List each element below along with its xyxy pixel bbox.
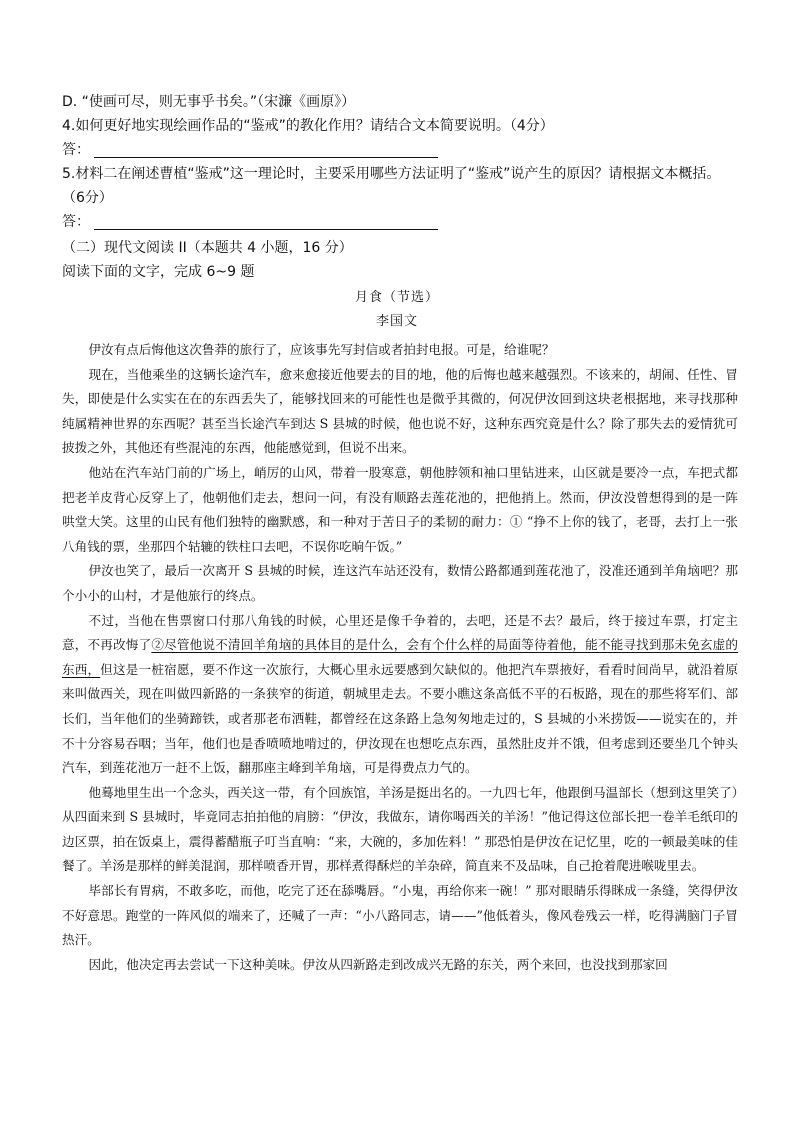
question-4-answer (62, 140, 438, 160)
section-heading: （二）现代文阅读 II（本题共 4 小题，16 分） (62, 240, 353, 256)
paragraph: 毕部长有胃病，不敢多吃，而他，吃完了还在舔嘴唇。“小鬼，再给你来一碗！” 那对眼睛乐得眯成一条缝，笑得伊汝不好意思。跑堂的一阵风似的端来了，还喊了一声：“小八路同志，请——”他低着头，像风卷残云一样，吃得满脑门子冒热汗。 (62, 883, 738, 948)
paragraph: 因此，他决定再去尝试一下这种美味。伊汝从四新路走到改成兴无路的东关，两个来回，也没找到那家回 (88, 956, 668, 972)
paragraph: 他站在汽车站门前的广场上，峭厉的山风，带着一股寒意，朝他脖领和袖口里钻进来，山区就是要冷一点，车把式都把老羊皮背心反穿上了，他朝他们走去，想问一问，有没有顺路去莲花池的，把他捎上。然而，伊汝没曾想得到的是一阵哄堂大笑。这里的山民有他们独特的幽默感，和一种对于苦日子的柔韧的耐力：① “挣不上你的钱了，老哥，去打上一张八角钱的票，坐那四个轱辘的铁柱口去吧，不误你吃晌午饭。” (62, 464, 738, 554)
option-d: D. “使画可尽，则无事乎书矣。”（宋濂《画原》） (62, 94, 356, 110)
question-5-line2: （6分） (62, 190, 113, 206)
article-title: 月食（节选） (354, 290, 439, 305)
underlined-sentence: ②尽管他说不清回羊角垴的具体目的是什么，会有个什么样的局面等待着他，能不能寻找到那未免玄虚的东西， (62, 637, 739, 677)
question-4: 4.如何更好地实现绘画作品的“鉴戒”的教化作用？请结合文本简要说明。（4分） (62, 118, 554, 134)
answer-label: 答： (62, 214, 90, 230)
answer-label: 答： (62, 142, 90, 158)
paragraph: 他蓦地里生出一个念头，西关这一带，有个回族馆，羊汤是挺出名的。一九四七年，他跟倒马温部长（想到这里笑了）从四面来到 S 县城时，毕竟同志拍拍他的肩膀：“伊汝，我做东，请你喝西关的羊汤！”他记得这位部长把一卷羊毛纸印的边区票，拍在饭桌上，震得蓄醋瓶子叮当直响：“来，大碗的，多加佐料！” 那恐怕是伊汝在记忆里，吃的一顿最美味的佳餐了。羊汤是那样的鲜美混润，那样喷香开胃，那样煮得酥烂的羊杂碎，简直来不及品味，自己抢着爬进喉咙里去。 (62, 784, 738, 874)
paragraph-text: 但这是一桩宿愿，要不作这一次旅行，大概心里永远要感到欠缺似的。他把汽车票掖好，看看时间尚早，就沿着原来叫做西关，现在叫做四新路的一条狭窄的街道，朝城里走去。不要小瞧这条高低不平的石板路，现在的那些将军们、部长们，当年他们的坐骑蹄铁，或者那老布洒鞋，都曾经在这条路上急匆匆地走过的，S 县城的小米捞饭——说实在的，并不十分容易吞咽；当年，他们也是香喷喷地啃过的，伊汝现在也想吃点东西，虽然肚皮并不饿，但考虑到还要坐几个钟头汽车，到莲花池万一赶不上饭，翻那座主峰到羊角垴，可是得费点力气的。 (62, 661, 739, 776)
paragraph (62, 609, 738, 781)
article-author: 李国文 (375, 314, 418, 329)
paragraph-text: 不过，当他在售票窗口付那八角钱的时候，心里还是像千争着的，去吧，还是不去？最后，终于接过车票，打定主意，不再改悔了 (62, 612, 738, 653)
article-body (62, 338, 738, 977)
question-5-answer (62, 212, 438, 232)
answer-line (94, 143, 438, 158)
answer-line (94, 215, 438, 230)
paragraph: 伊汝也笑了，最后一次离开 S 县城的时候，连这汽车站还没有，数情公路都通到莲花池了，没准还通到羊角垴吧？那个小小的山村，才是他旅行的终点。 (62, 563, 738, 603)
section-instruction: 阅读下面的文字，完成 6~9 题 (62, 264, 255, 280)
paragraph: 伊汝有点后悔他这次鲁莽的旅行了，应该事先写封信或者拍封电报。可是，给谁呢？ (88, 342, 555, 357)
paragraph: 现在，当他乘坐的这辆长途汽车，愈来愈接近他要去的目的地，他的后悔也越来越强烈。不该来的，胡闹、任性、冒失，即使是什么实实在在的东西丢失了，能够找回来的可能性也是微乎其微的，何况伊汝回到这块老根据地，来寻找那种纯属精神世界的东西呢？甚至当长途汽车到达 S 县城的时候，他也说不好，这种东西究竟是什么？除了那失去的爱情犹可披拨之外，其他还有些混沌的东西，他能感觉到，但说不出来。 (62, 366, 738, 456)
question-5-line1: 5.材料二在阐述曹植“鉴戒”这一理论时，主要采用哪些方法证明了“鉴戒”说产生的原因？请根据文本概括。 (62, 166, 721, 182)
